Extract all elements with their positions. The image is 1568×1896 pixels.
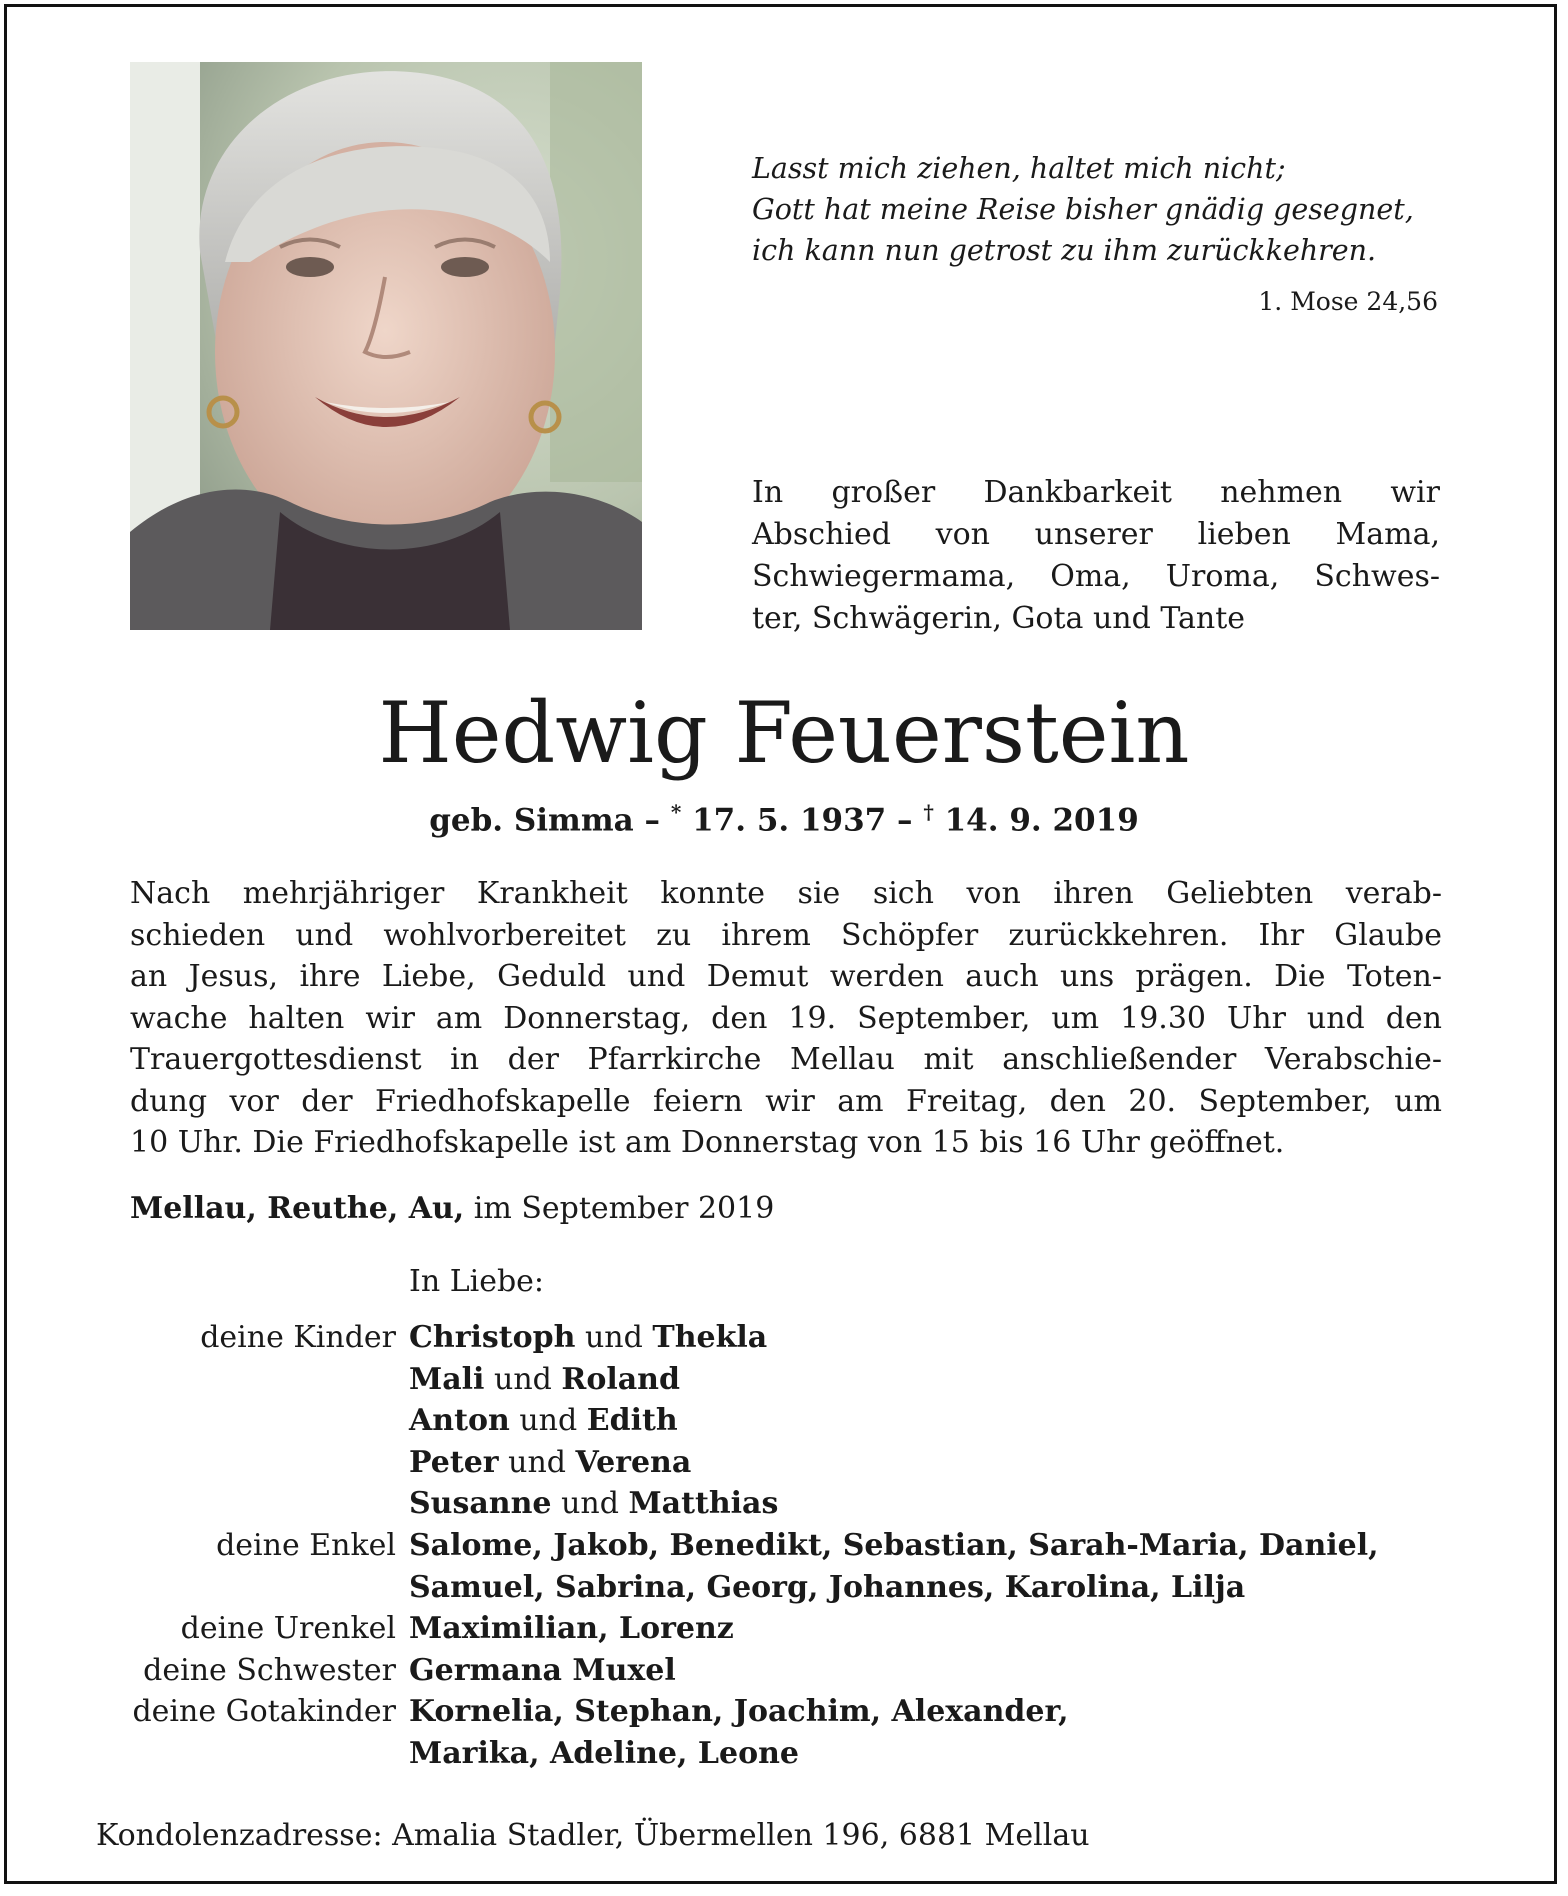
person-name: Peter bbox=[409, 1444, 499, 1480]
death-symbol: † bbox=[923, 800, 934, 824]
connector: und bbox=[494, 1361, 552, 1397]
intro-line: Schwiegermama, Oma, Uroma, Schwes- bbox=[752, 559, 1440, 594]
relation-label: deine Kinder bbox=[200, 1320, 396, 1355]
relation-label: deine Gotakinder bbox=[132, 1694, 396, 1730]
person-name: Anton bbox=[409, 1403, 510, 1439]
body-line: an Jesus, ihre Liebe, Geduld und Demut werden auch uns prägen. Die Toten- bbox=[130, 959, 1442, 994]
portrait-photo bbox=[130, 62, 642, 630]
person-name: Verena bbox=[575, 1444, 692, 1480]
family-row bbox=[0, 1733, 1568, 1775]
verse-line: ich kann nun getrost zu ihm zurückkehren. bbox=[752, 234, 1377, 267]
person-name: Mali bbox=[409, 1361, 485, 1397]
body-line: 10 Uhr. Die Friedhofskapelle ist am Donnerstag von 15 bis 16 Uhr geöffnet. bbox=[130, 1125, 1285, 1160]
connector: und bbox=[561, 1486, 619, 1522]
family-row bbox=[0, 1317, 1568, 1359]
connector: und bbox=[519, 1403, 578, 1439]
verse-line: Gott hat meine Reise bisher gnädig gesegnet, bbox=[752, 193, 1414, 226]
family-list bbox=[0, 1317, 1568, 1775]
deceased-name: Hedwig Feuerstein bbox=[378, 684, 1190, 782]
body-line: Trauergottesdienst in der Pfarrkirche Mellau mit anschließender Verabschie- bbox=[130, 1042, 1442, 1077]
verse-reference: 1. Mose 24,56 bbox=[1258, 287, 1438, 316]
sister-name: Germana Muxel bbox=[409, 1652, 676, 1688]
place-date bbox=[130, 1191, 774, 1226]
connector: und bbox=[508, 1444, 566, 1480]
family-row bbox=[0, 1442, 1568, 1484]
date-text: im September 2019 bbox=[464, 1191, 775, 1226]
person-name: Matthias bbox=[628, 1486, 779, 1522]
family-row bbox=[0, 1608, 1568, 1650]
intro-line: Abschied von unserer lieben Mama, bbox=[752, 517, 1440, 552]
relation-label: deine Schwester bbox=[143, 1652, 396, 1688]
family-row bbox=[0, 1525, 1568, 1567]
couple bbox=[409, 1442, 691, 1484]
couple bbox=[409, 1317, 767, 1359]
bible-verse bbox=[752, 148, 1442, 271]
godchildren-names: Kornelia, Stephan, Joachim, Alexander, bbox=[409, 1694, 1069, 1730]
person-name: Roland bbox=[561, 1361, 680, 1397]
obituary-body bbox=[130, 873, 1442, 1164]
connector: und bbox=[584, 1320, 643, 1355]
portrait-illustration bbox=[130, 62, 642, 630]
birth-symbol: * bbox=[670, 800, 682, 824]
birth-date: 17. 5. 1937 – bbox=[681, 802, 924, 839]
verse-line: Lasst mich ziehen, haltet mich nicht; bbox=[752, 152, 1286, 185]
couple bbox=[409, 1483, 778, 1525]
intro-line: In großer Dankbarkeit nehmen wir bbox=[752, 475, 1440, 510]
grandchildren-names: Samuel, Sabrina, Georg, Johannes, Karolina, Lilja bbox=[409, 1569, 1246, 1605]
person-name: Edith bbox=[586, 1403, 678, 1439]
person-name: Thekla bbox=[652, 1320, 768, 1355]
couple bbox=[409, 1359, 680, 1401]
death-date: 14. 9. 2019 bbox=[933, 802, 1139, 839]
places: Mellau, Reuthe, Au, bbox=[130, 1191, 465, 1226]
life-dates bbox=[0, 800, 1568, 838]
family-row bbox=[0, 1483, 1568, 1525]
body-line: schieden und wohlvorbereitet zu ihrem Schöpfer zurückkehren. Ihr Glaube bbox=[130, 917, 1442, 953]
godchildren-names: Marika, Adeline, Leone bbox=[409, 1735, 799, 1771]
grandchildren-names: Salome, Jakob, Benedikt, Sebastian, Sarah-Maria, Daniel, bbox=[409, 1527, 1379, 1563]
family-row bbox=[0, 1400, 1568, 1442]
relation-label: deine Urenkel bbox=[180, 1611, 396, 1647]
person-name: Christoph bbox=[409, 1320, 576, 1355]
person-name: Susanne bbox=[409, 1486, 552, 1522]
great-grandchildren-names: Maximilian, Lorenz bbox=[409, 1611, 734, 1647]
family-row bbox=[0, 1567, 1568, 1609]
birth-name: geb. Simma – bbox=[429, 802, 671, 839]
in-liebe-heading: In Liebe: bbox=[409, 1264, 545, 1299]
body-line: Nach mehrjähriger Krankheit konnte sie sich von ihren Geliebten verab- bbox=[130, 876, 1442, 911]
intro-text bbox=[752, 472, 1440, 640]
family-row bbox=[0, 1650, 1568, 1692]
condolence-address: Kondolenzadresse: Amalia Stadler, Übermellen 196, 6881 Mellau bbox=[96, 1818, 1090, 1853]
relation-label: deine Enkel bbox=[216, 1527, 396, 1563]
intro-line: ter, Schwägerin, Gota und Tante bbox=[752, 601, 1246, 636]
family-row bbox=[0, 1359, 1568, 1401]
body-line: dung vor der Friedhofskapelle feiern wir am Freitag, den 20. September, um bbox=[130, 1083, 1442, 1119]
couple bbox=[409, 1400, 678, 1442]
family-row bbox=[0, 1691, 1568, 1733]
body-line: wache halten wir am Donnerstag, den 19. September, um 19.30 Uhr und den bbox=[130, 1000, 1442, 1036]
